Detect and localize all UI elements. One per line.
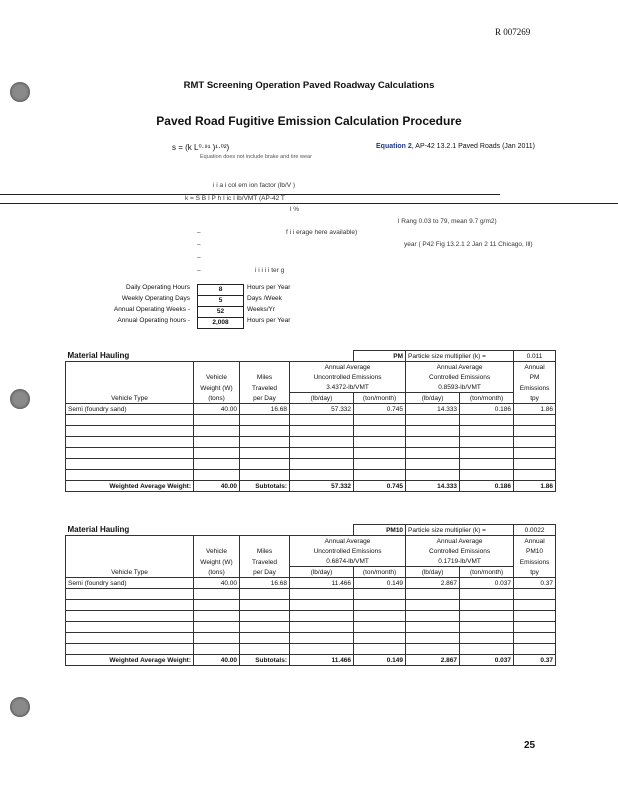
col-header: Weight (W)	[194, 556, 240, 567]
ops-value: 52	[197, 306, 244, 318]
page-number: 25	[524, 740, 536, 751]
empty-row	[66, 644, 556, 655]
empty-row	[66, 470, 556, 481]
ops-value: 2,008	[197, 317, 244, 329]
col-header: Annual	[514, 362, 556, 373]
col-header: Emissions	[514, 382, 556, 393]
col-header: (lb/day)	[290, 567, 354, 578]
col-header: PM	[514, 372, 556, 382]
col-header: (lb/day)	[406, 567, 460, 578]
multiplier-value: 0.0022	[514, 525, 556, 536]
equation-reference: Equation 2, AP-42 13.2.1 Paved Roads (Jan 2011)	[376, 143, 536, 150]
equation: s = (k L⁰·⁹¹ )¹·⁰²)	[172, 143, 230, 152]
dash: –	[197, 267, 201, 274]
procedure-title: Paved Road Fugitive Emission Calculation Procedure	[156, 114, 462, 128]
operating-schedule	[0, 284, 618, 334]
dash: –	[197, 241, 201, 248]
totals-row: Weighted Average Weight: 40.00 Subtotals: 57.332 0.745 14.333 0.186 1.86	[66, 481, 556, 492]
pm-label: PM10	[354, 525, 406, 536]
faded-text: i i a i col em ion factor (lb/V )	[213, 182, 295, 189]
faded-text: year ( P42 Fig 13.2.1 2 Jan 2 11 Chicago, Ill)	[404, 241, 533, 248]
col-header: tpy	[514, 567, 556, 578]
col-header: Annual Average	[290, 362, 406, 373]
section-title: Material Hauling	[66, 351, 354, 362]
dash: –	[197, 229, 201, 236]
col-header: (ton/month)	[354, 393, 406, 404]
empty-row	[66, 426, 556, 437]
faded-text: l %	[290, 206, 300, 213]
col-header: Emissions	[514, 556, 556, 567]
table-row: Semi (foundry sand) 40.00 16.68 11.466 0.149 2.867 0.037 0.37	[66, 578, 556, 589]
faded-text: i i i i i ter g	[255, 267, 285, 274]
ops-row: Daily Operating Hours 8 Hours per Year	[0, 284, 618, 296]
col-header: Annual Average	[290, 536, 406, 547]
empty-row	[66, 589, 556, 600]
col-header: Controlled Emissions	[406, 372, 514, 382]
page-title: RMT Screening Operation Paved Roadway Calculations	[183, 80, 435, 91]
multiplier-value: 0.011	[514, 351, 556, 362]
col-header: PM10	[514, 546, 556, 556]
col-header: tpy	[514, 393, 556, 404]
empty-row	[66, 622, 556, 633]
table-row: Semi (foundry sand) 40.00 16.68 57.332 0.745 14.333 0.186 1.86	[66, 404, 556, 415]
empty-row	[66, 459, 556, 470]
col-header: Miles	[240, 372, 290, 382]
punch-hole-bottom	[10, 697, 30, 717]
col-header: Annual Average	[406, 536, 514, 547]
totals-row: Weighted Average Weight: 40.00 Subtotals: 11.466 0.149 2.867 0.037 0.37	[66, 655, 556, 666]
col-header: Miles	[240, 546, 290, 556]
faded-text: l Rang 0.03 to 79, mean 9.7 g/m2)	[398, 218, 497, 225]
faded-text: k = S B I P h I ic I lb/VMT (AP-42 T	[185, 195, 285, 202]
empty-row	[66, 611, 556, 622]
col-header: Annual Average	[406, 362, 514, 373]
ops-value: 5	[197, 295, 244, 307]
empty-row	[66, 633, 556, 644]
ops-row: Annual Operating Weeks - 52 Weeks/Yr	[0, 306, 618, 318]
col-header: (tons)	[194, 567, 240, 578]
col-header: (lb/day)	[290, 393, 354, 404]
col-header: 0.1719-lb/VMT	[406, 556, 514, 567]
col-header: Vehicle Type	[66, 393, 194, 404]
col-header: 0.6874-lb/VMT	[290, 556, 406, 567]
col-header: (ton/month)	[460, 567, 514, 578]
pm-label: PM	[354, 351, 406, 362]
col-header: 3.4372-lb/VMT	[290, 382, 406, 393]
multiplier-label: Particle size multiplier (k) =	[406, 351, 514, 362]
col-header: 0.8593-lb/VMT	[406, 382, 514, 393]
multiplier-label: Particle size multiplier (k) =	[406, 525, 514, 536]
col-header: Vehicle	[194, 372, 240, 382]
col-header: Uncontrolled Emissions	[290, 546, 406, 556]
empty-row	[66, 600, 556, 611]
faded-text: f i i erage here available)	[286, 229, 358, 236]
col-header: Vehicle	[194, 546, 240, 556]
pm10-emissions-table	[65, 524, 556, 666]
empty-row	[66, 437, 556, 448]
col-header: Uncontrolled Emissions	[290, 372, 406, 382]
col-header: (tons)	[194, 393, 240, 404]
col-header: Traveled	[240, 556, 290, 567]
col-header: per Day	[240, 567, 290, 578]
col-header: Annual	[514, 536, 556, 547]
col-header: (ton/month)	[354, 567, 406, 578]
ops-row: Annual Operating hours - 2,008 Hours per Year	[0, 317, 618, 329]
punch-hole-middle	[10, 389, 30, 409]
ops-value: 8	[197, 284, 244, 296]
divider	[0, 203, 618, 204]
col-header: (ton/month)	[460, 393, 514, 404]
col-header: Weight (W)	[194, 382, 240, 393]
empty-row	[66, 448, 556, 459]
equation-note: Equation does not include brake and tire wear	[200, 154, 312, 160]
col-header: (lb/day)	[406, 393, 460, 404]
bates-number: R 007269	[495, 27, 531, 37]
ops-row: Weekly Operating Days 5 Days /Week	[0, 295, 618, 307]
pm-emissions-table	[65, 350, 556, 492]
col-header: Traveled	[240, 382, 290, 393]
col-header: per Day	[240, 393, 290, 404]
empty-row	[66, 415, 556, 426]
dash: –	[197, 254, 201, 261]
section-title: Material Hauling	[66, 525, 354, 536]
col-header: Vehicle Type	[66, 567, 194, 578]
col-header: Controlled Emissions	[406, 546, 514, 556]
